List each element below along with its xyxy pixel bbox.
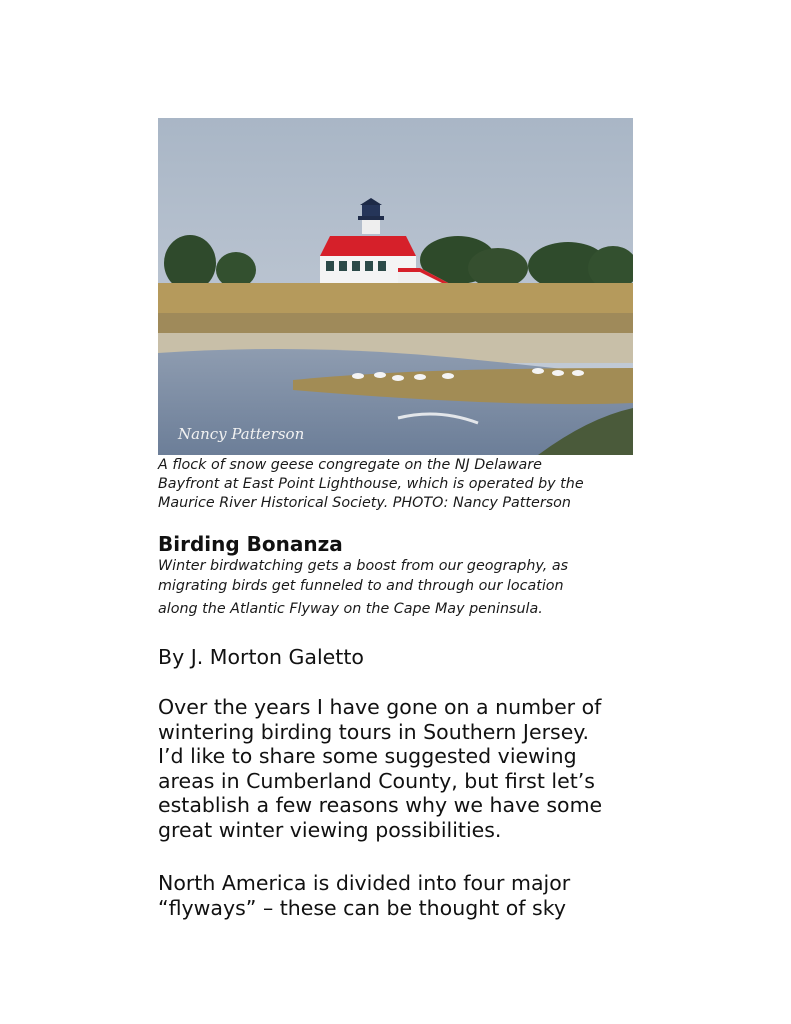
body-line: Over the years I have gone on a number of: [158, 695, 602, 719]
article-subtitle: [158, 557, 568, 620]
body-paragraph: [158, 871, 570, 920]
body-line: “flyways” – these can be thought of sky: [158, 895, 566, 920]
subtitle-line: along the Atlantic Flyway on the Cape May peninsula.: [158, 601, 543, 617]
body-line: areas in Cumberland County, but first let’s: [158, 768, 595, 793]
caption-line: Maurice River Historical Society. PHOTO: Nancy Patterson: [158, 494, 571, 511]
photo-watermark: Nancy Patterson: [178, 425, 305, 443]
photo-illustration: [158, 118, 633, 455]
subtitle-line: migrating birds get funneled to and through our location: [158, 577, 564, 594]
caption-line: Bayfront at East Point Lighthouse, which is operated by the: [158, 475, 584, 492]
article-title: Birding Bonanza: [158, 532, 343, 556]
subtitle-line: Winter birdwatching gets a boost from our geography, as: [158, 558, 569, 574]
body-line: wintering birding tours in Southern Jersey.: [158, 719, 590, 744]
body-paragraph: [158, 695, 602, 843]
caption-line: A flock of snow geese congregate on the NJ Delaware: [158, 457, 542, 473]
article-byline: By J. Morton Galetto: [158, 645, 364, 669]
lighthouse-photo: [158, 118, 633, 455]
body-line: establish a few reasons why we have some: [158, 793, 603, 818]
body-line: North America is divided into four major: [158, 871, 571, 895]
body-line: I’d like to share some suggested viewing: [158, 744, 577, 769]
body-line: great winter viewing possibilities.: [158, 817, 502, 842]
photo-caption: [158, 456, 584, 512]
